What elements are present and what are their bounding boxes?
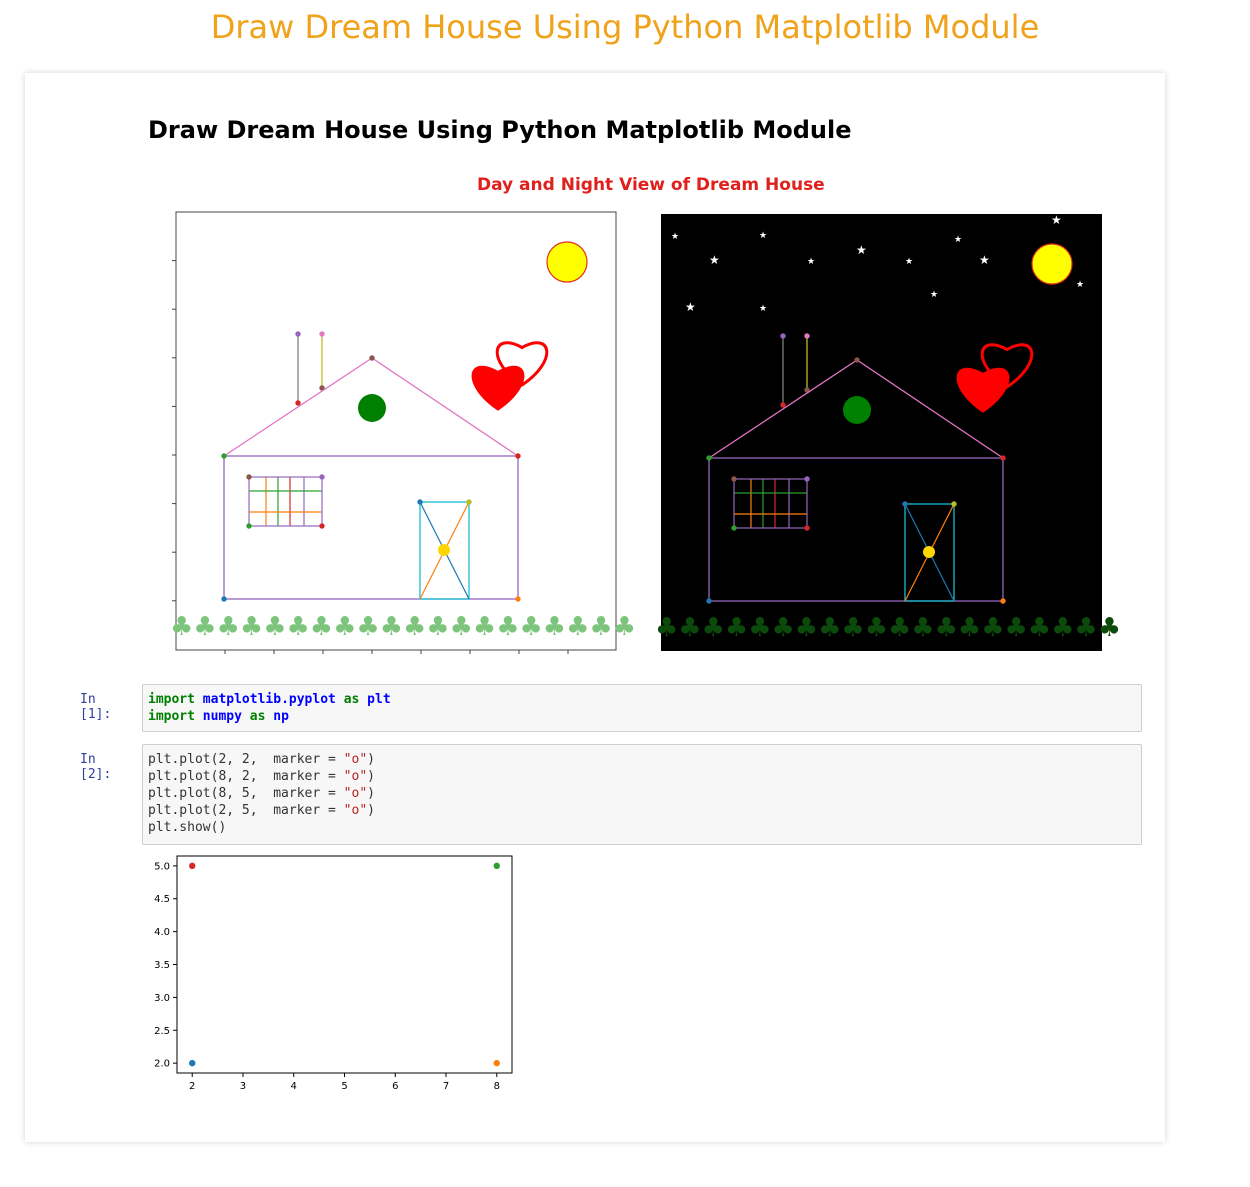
- tree-icon: ♣: [678, 613, 702, 643]
- tree-icon: ♣: [542, 612, 567, 642]
- x-tick-label: 3: [239, 1081, 247, 1092]
- page-title: Draw Dream House Using Python Matplotlib Module: [210, 8, 1040, 46]
- tree-icon: ♣: [449, 612, 473, 642]
- x-tick-label: 6: [392, 1081, 399, 1092]
- marker-point: [1000, 455, 1005, 460]
- code-token: plt.plot(2, 2, marker =: [148, 752, 344, 767]
- tree-icon: ♣: [1097, 613, 1122, 643]
- tree-icon: ♣: [496, 612, 520, 642]
- marker-point: [319, 523, 324, 528]
- code-token: plt: [367, 692, 391, 707]
- tree-icon: ♣: [1004, 613, 1028, 643]
- y-tick-label: 3.5: [154, 960, 170, 971]
- star-icon: ★: [1051, 213, 1062, 227]
- star-icon: ★: [759, 304, 768, 314]
- code-token: import: [148, 709, 195, 724]
- code-token: import: [148, 692, 195, 707]
- star-icon: ★: [759, 231, 768, 241]
- cell-prompt: In [1]:: [80, 692, 112, 722]
- code-input[interactable]: [142, 744, 1142, 845]
- star-icon: ★: [1076, 280, 1085, 290]
- marker-point: [780, 402, 785, 407]
- round-window: [358, 394, 386, 422]
- star-icon: ★: [671, 232, 680, 242]
- tree-icon: ♣: [309, 612, 334, 642]
- marker-point: [706, 455, 711, 460]
- marker-point: [1000, 598, 1005, 603]
- tree-icon: ♣: [263, 612, 287, 642]
- code-token: np: [273, 709, 289, 724]
- tree-icon: ♣: [794, 613, 819, 643]
- code-token: matplotlib.pyplot: [202, 692, 336, 707]
- tree-icon: ♣: [333, 612, 357, 642]
- marker-point: [246, 474, 251, 479]
- x-tick-label: 8: [493, 1081, 500, 1092]
- star-icon: ★: [709, 253, 720, 267]
- tree-icon: ♣: [888, 613, 912, 643]
- tree-icon: ♣: [934, 613, 958, 643]
- code-token: plt.show(): [148, 820, 227, 835]
- code-token: as: [343, 692, 360, 707]
- tree-icon: ♣: [655, 613, 679, 643]
- tree-icon: ♣: [748, 613, 772, 643]
- star-icon: ★: [905, 257, 914, 267]
- marker-point: [951, 501, 956, 506]
- tree-icon: ♣: [379, 612, 404, 642]
- output-scatter-plot: [142, 853, 522, 1098]
- y-tick-label: 4.0: [154, 927, 170, 939]
- marker-point: [804, 525, 809, 530]
- tree-icon: ♣: [170, 612, 194, 642]
- marker-point: [706, 598, 711, 603]
- y-tick-label: 3.0: [154, 992, 170, 1004]
- code-token: ): [367, 769, 375, 784]
- code-token: "o": [343, 803, 368, 818]
- marker-point: [295, 331, 300, 336]
- tree-icon: ♣: [864, 613, 889, 643]
- code-token: numpy: [202, 709, 242, 724]
- x-tick-label: 7: [442, 1081, 450, 1092]
- marker-point: [731, 525, 736, 530]
- tree-icon: ♣: [472, 612, 497, 642]
- star-icon: ★: [807, 257, 816, 267]
- marker-point: [246, 523, 251, 528]
- notebook-heading: Draw Dream House Using Python Matplotlib Module: [148, 116, 852, 144]
- marker-point: [221, 596, 226, 601]
- night-sky-background: [661, 214, 1102, 651]
- y-tick-label: 5.0: [154, 861, 170, 873]
- tree-icon: ♣: [841, 613, 865, 643]
- code-token: "o": [343, 752, 368, 767]
- star-icon: ★: [979, 253, 990, 267]
- tree-icon: ♣: [1027, 613, 1052, 643]
- code-token: ): [367, 786, 375, 801]
- tree-icon: ♣: [1074, 613, 1098, 643]
- data-point: [189, 1060, 195, 1066]
- marker-point: [515, 596, 520, 601]
- image-caption: Day and Night View of Dream House: [477, 175, 825, 195]
- marker-point: [731, 476, 736, 481]
- star-icon: ★: [856, 243, 867, 257]
- marker-point: [417, 499, 422, 504]
- tree-icon: ♣: [589, 612, 613, 642]
- marker-point: [780, 333, 785, 338]
- tree-icon: ♣: [426, 612, 450, 642]
- code-token: plt.plot(8, 2, marker =: [148, 769, 344, 784]
- day-view-image: [170, 212, 637, 652]
- marker-point: [804, 333, 809, 338]
- data-point: [494, 1060, 500, 1066]
- x-tick-label: 4: [290, 1081, 297, 1092]
- door-knob: [438, 544, 450, 556]
- star-icon: ★: [930, 290, 939, 300]
- tree-icon: ♣: [356, 612, 380, 642]
- marker-point: [466, 499, 471, 504]
- marker-point: [319, 331, 324, 336]
- notebook-card: [25, 73, 1165, 1142]
- tree-icon: ♣: [818, 613, 842, 643]
- code-token: "o": [343, 786, 368, 801]
- night-view-image: [655, 213, 1122, 656]
- y-tick-label: 2.0: [154, 1058, 170, 1070]
- tree-icon: ♣: [701, 613, 725, 643]
- data-point: [494, 863, 500, 869]
- marker-point: [319, 474, 324, 479]
- tree-icon: ♣: [286, 612, 310, 642]
- tree-icon: ♣: [771, 613, 795, 643]
- x-tick-label: 5: [341, 1081, 348, 1092]
- code-input[interactable]: [142, 684, 1142, 732]
- plot-frame: [176, 212, 616, 650]
- tree-icon: ♣: [403, 612, 427, 642]
- code-token: "o": [343, 769, 368, 784]
- tree-icon: ♣: [519, 612, 543, 642]
- sun-icon: [1032, 244, 1072, 284]
- marker-point: [854, 357, 859, 362]
- marker-point: [804, 476, 809, 481]
- y-tick-label: 2.5: [154, 1025, 170, 1037]
- star-icon: ★: [685, 300, 696, 314]
- x-tick-label: 2: [189, 1081, 196, 1092]
- sun-icon: [547, 242, 587, 282]
- tree-icon: ♣: [724, 613, 749, 643]
- tree-icon: ♣: [911, 613, 935, 643]
- y-tick-label: 4.5: [154, 894, 170, 906]
- code-token: as: [249, 709, 266, 724]
- tree-icon: ♣: [216, 612, 240, 642]
- star-icon: ★: [954, 235, 963, 245]
- tree-icon: ♣: [566, 612, 590, 642]
- round-window: [843, 396, 871, 424]
- tree-icon: ♣: [239, 612, 264, 642]
- code-token: plt.plot(8, 5, marker =: [148, 786, 344, 801]
- code-token: plt.plot(2, 5, marker =: [148, 803, 344, 818]
- door-knob: [923, 546, 935, 558]
- data-point: [189, 863, 195, 869]
- cell-prompt: In [2]:: [80, 752, 112, 782]
- tree-icon: ♣: [981, 613, 1005, 643]
- marker-point: [295, 400, 300, 405]
- marker-point: [221, 453, 226, 458]
- code-token: ): [367, 752, 375, 767]
- marker-point: [515, 453, 520, 458]
- code-token: ): [367, 803, 375, 818]
- tree-icon: ♣: [612, 612, 637, 642]
- tree-icon: ♣: [193, 612, 217, 642]
- marker-point: [369, 355, 374, 360]
- plot-axes-frame: [177, 856, 512, 1073]
- tree-icon: ♣: [1051, 613, 1075, 643]
- tree-icon: ♣: [957, 613, 982, 643]
- marker-point: [902, 501, 907, 506]
